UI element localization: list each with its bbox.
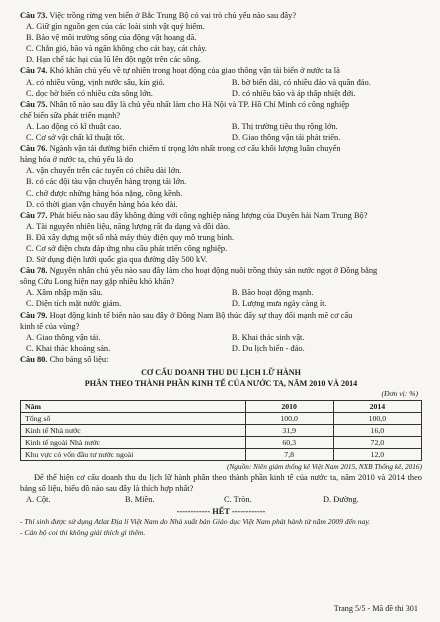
option-73-d: D. Hạn chế tác hại của lũ lên đột ngột trên các sông. — [26, 55, 201, 65]
table-cell: 72,0 — [333, 437, 421, 449]
table-header-row — [21, 401, 422, 413]
table-unit: (Đơn vị: %) — [381, 389, 418, 398]
option-79-c: C. Khai thác khoáng sản. — [26, 343, 111, 353]
question-stem: Nguyên nhân chủ yếu nào sau đây làm cho hoạt động nuôi trồng thủy sản nước ngọt ở Đồng bằng — [49, 266, 378, 276]
option-75-c: C. Cơ sở vật chất kĩ thuật tốt. — [26, 133, 125, 143]
question-76-cont: hàng hóa ở nước ta, chủ yếu là do — [20, 155, 134, 165]
option-77-d: D. Sử dụng điện lưới quốc gia qua đường dây 500 kV. — [26, 255, 208, 265]
question-number: Câu 80. — [20, 354, 48, 364]
option-79-b: B. Khai thác sinh vật. — [231, 332, 305, 342]
table-header-cell: 2014 — [333, 401, 421, 413]
question-stem: Phát biểu nào sau đây không đúng với công nghiệp năng lượng của Duyên hải Nam Trung Bộ? — [49, 210, 368, 220]
option-74-c: C. dọc bờ biển có nhiều cửa sông lớn. — [26, 88, 153, 98]
option-78-a: A. Xâm nhập mặn sâu. — [26, 288, 103, 298]
question-number: Câu 74. — [20, 66, 48, 76]
table-cell: 60,3 — [245, 437, 333, 449]
table-cell: Tổng số — [21, 413, 246, 425]
table-title-line-2: PHÂN THEO THÀNH PHẦN KINH TẾ CỦA NƯỚC TA, NĂM 2010 VÀ 2014 — [84, 379, 358, 388]
question-number: Câu 79. — [20, 310, 48, 320]
question-73 — [20, 10, 422, 21]
option-78-c: C. Diện tích mặt nước giảm. — [26, 299, 122, 309]
option-79-a: A. Giao thông vận tải. — [26, 332, 101, 342]
option-78-d: D. Lượng mưa ngày càng ít. — [231, 299, 327, 309]
question-stem: Hoạt động kinh tế biển nào sau đây ở Đông Nam Bộ thúc đẩy sự thay đổi mạnh mẽ cơ cấu — [49, 310, 353, 320]
question-80-prompt: Để thể hiện cơ cấu doanh thu du lịch lữ hành phân theo thành phần kinh tế của nước ta, năm 2010 và 2014 theo bảng số liệu, biểu đồ nào sau đây là thích hợp nhất? — [20, 473, 422, 494]
option-75-a: A. Lao động có kĩ thuật cao. — [26, 121, 122, 131]
table-cell: Kinh tế Nhà nước — [21, 425, 246, 437]
table-header-cell: Năm — [21, 401, 246, 413]
table-row — [21, 437, 422, 449]
question-number: Câu 78. — [20, 266, 48, 276]
option-80-a: A. Cột. — [26, 495, 51, 505]
note-atlat: - Thí sinh được sử dụng Atlat Địa lí Việt Nam do Nhà xuất bản Giáo dục Việt Nam phát hành từ năm 2009 đến nay. — [20, 517, 371, 527]
data-table — [20, 400, 422, 461]
option-74-d: D. có nhiều bão và áp thấp nhiệt đới. — [231, 88, 356, 98]
question-number: Câu 75. — [20, 99, 48, 109]
question-number: Câu 77. — [20, 210, 48, 220]
option-80-b: B. Miền. — [125, 495, 155, 505]
option-76-b: B. có các đội tàu vận chuyển hàng trọng tải lớn. — [26, 177, 187, 187]
table-row — [21, 449, 422, 461]
option-80-d: D. Đường. — [323, 495, 359, 505]
option-76-d: D. có thời gian vận chuyển hàng hóa kéo dài. — [26, 199, 178, 209]
table-cell: 7,8 — [245, 449, 333, 461]
option-75-d: D. Giao thông vận tải phát triển. — [231, 133, 341, 143]
question-77 — [20, 210, 422, 221]
table-header-cell: 2010 — [245, 401, 333, 413]
options-75 — [20, 121, 422, 143]
question-76 — [20, 143, 422, 154]
end-mark: ------------ HẾT ------------ — [176, 507, 266, 517]
option-73-b: B. Bảo vệ môi trường sống của động vật hoang dã. — [26, 33, 197, 43]
options-80 — [20, 494, 422, 505]
question-78 — [20, 265, 422, 276]
option-80-c: C. Tròn. — [224, 495, 252, 505]
table-title-line-1: CƠ CẤU DOANH THU DU LỊCH LỮ HÀNH — [141, 368, 301, 377]
table-cell: 100,0 — [245, 413, 333, 425]
question-78-cont: sông Cửu Long hiện nay gặp nhiều khó khăn? — [20, 277, 175, 287]
option-78-b: B. Bão hoạt động mạnh. — [231, 288, 314, 298]
question-75 — [20, 99, 422, 110]
table-row — [21, 425, 422, 437]
options-74 — [20, 77, 422, 99]
table-cell: 12,0 — [333, 449, 421, 461]
question-79 — [20, 310, 422, 321]
table-row — [21, 413, 422, 425]
question-79-cont: kinh tế của vùng? — [20, 321, 80, 331]
question-stem: Khó khăn chủ yếu về tự nhiên trong hoạt động của giao thông vận tải biển ở nước ta là — [49, 66, 340, 76]
question-stem: Ngành vận tải đường biển chiếm tỉ trọng lớn nhất trong cơ cấu khối lượng luân chuyển — [49, 144, 341, 154]
table-cell: 31,9 — [245, 425, 333, 437]
option-73-a: A. Giữ gìn nguồn gen của các loài sinh vật quý hiếm. — [26, 22, 205, 32]
question-80 — [20, 354, 422, 365]
question-74 — [20, 65, 422, 76]
note-proctor: - Cán bộ coi thi không giải thích gì thêm. — [20, 527, 146, 537]
option-76-a: A. vận chuyển trên các tuyến có chiều dài lớn. — [26, 166, 182, 176]
table-title — [20, 367, 422, 389]
question-stem: Việc trồng rừng ven biển ở Bắc Trung Bộ có vai trò chủ yếu nào sau đây? — [49, 11, 297, 20]
question-stem: Nhân tố nào sau đây là chủ yếu nhất làm cho Hà Nội và TP. Hồ Chí Minh có công nghiệp — [49, 99, 350, 109]
table-cell: 16,0 — [333, 425, 421, 437]
table-source: (Nguồn: Niên giám thống kê Việt Nam 2015, NXB Thống kê, 2016) — [226, 462, 422, 471]
option-79-d: D. Du lịch biển - đảo. — [231, 343, 305, 353]
table-cell: 100,0 — [333, 413, 421, 425]
option-77-a: A. Tài nguyên nhiên liệu, năng lượng rất đa dạng và dồi dào. — [26, 221, 230, 231]
options-78 — [20, 287, 422, 309]
option-74-b: B. bờ biển dài, có nhiều đảo và quần đảo. — [231, 77, 371, 87]
option-75-b: B. Thị trường tiêu thụ rộng lớn. — [231, 121, 338, 131]
page-footer: Trang 5/5 - Mã đề thi 301 — [333, 603, 418, 613]
question-stem: Cho bảng số liệu: — [49, 354, 109, 364]
question-number: Câu 76. — [20, 144, 48, 154]
table-cell: Khu vực có vốn đầu tư nước ngoài — [21, 449, 246, 461]
question-number: Câu 73. — [20, 11, 48, 20]
question-75-cont: chế biến sữa phát triển mạnh? — [20, 110, 121, 120]
option-74-a: A. có nhiều vũng, vịnh nước sâu, kín gió. — [26, 77, 165, 87]
option-73-c: C. Chắn gió, bão và ngăn không cho cát bay, cát chảy. — [26, 44, 208, 54]
options-79 — [20, 332, 422, 354]
table-cell: Kinh tế ngoài Nhà nước — [21, 437, 246, 449]
option-77-c: C. Cơ sở điện chưa đáp ứng nhu cầu phát triển công nghiệp. — [26, 243, 228, 253]
option-76-c: C. chở được những hàng hóa nặng, cồng kềnh. — [26, 188, 183, 198]
option-77-b: B. Đã xây dựng một số nhà máy thủy điện quy mô trung bình. — [26, 232, 235, 242]
